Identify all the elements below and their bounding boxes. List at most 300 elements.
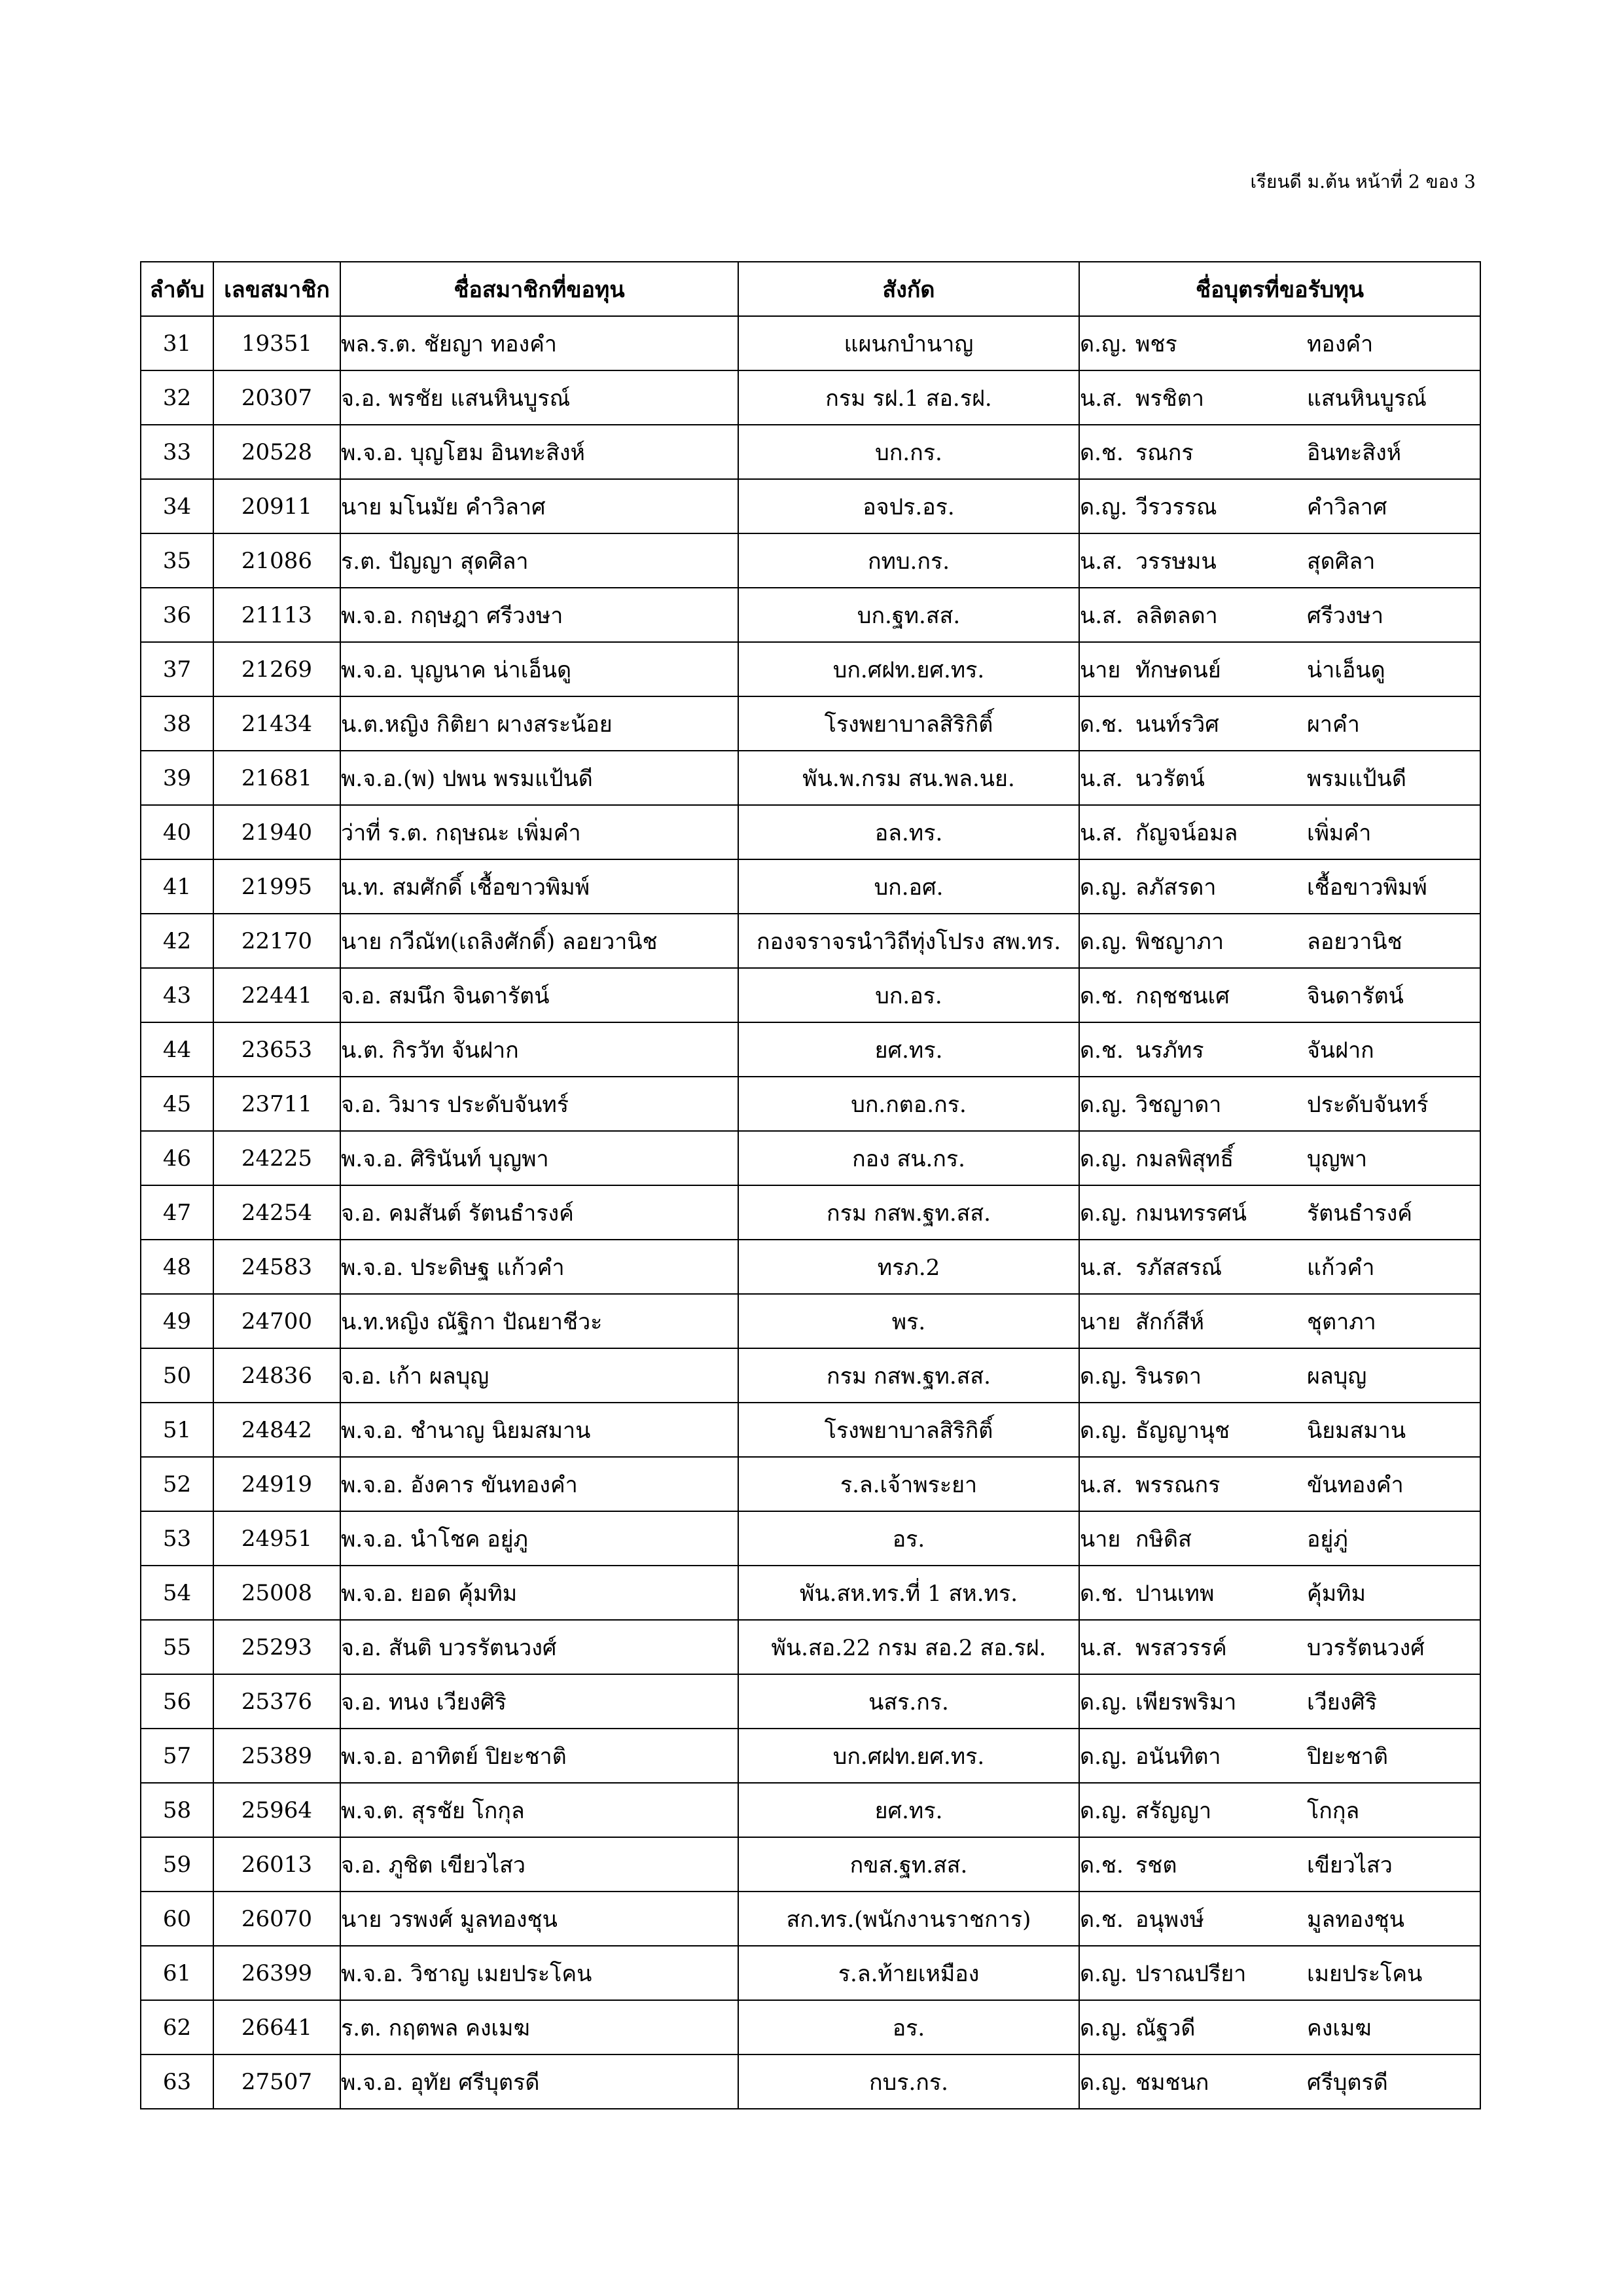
- child-first-name: สรัญญา: [1135, 1797, 1212, 1824]
- child-first-name: วิชญาดา: [1135, 1091, 1222, 1118]
- child-first-name: วีรวรรณ: [1135, 493, 1217, 520]
- child-last-name: แสนหินบูรณ์: [1307, 385, 1427, 412]
- child-title: ด.ช.: [1080, 1037, 1124, 1064]
- table-row: [141, 642, 1480, 696]
- member-name: พ.จ.อ.(พ) ปพน พรมแป้นดี: [340, 751, 738, 805]
- scholarship-table: [140, 261, 1481, 2109]
- member-id: 22170: [213, 914, 340, 968]
- row-number: 56: [141, 1674, 213, 1729]
- child-last-name: เขียวไสว: [1307, 1852, 1393, 1878]
- table-row: [141, 968, 1480, 1022]
- unit: แผนกบำนาญ: [738, 316, 1079, 370]
- child-title: ด.ญ.: [1080, 928, 1128, 955]
- child-first-name: เพียรพริมา: [1135, 1689, 1237, 1715]
- unit: อล.ทร.: [738, 805, 1079, 859]
- child-first-name: รณกร: [1135, 439, 1194, 466]
- member-name: จ.อ. วิมาร ประดับจันทร์: [340, 1077, 738, 1131]
- row-number: 48: [141, 1240, 213, 1294]
- member-name: นาย วรพงศ์ มูลทองชุน: [340, 1892, 738, 1946]
- child-title: ด.ญ.: [1080, 1363, 1128, 1390]
- table-row: [141, 1783, 1480, 1837]
- table-row: [141, 479, 1480, 533]
- child-last-name: ลอยวานิช: [1307, 928, 1402, 955]
- child-title: ด.ช.: [1080, 439, 1124, 466]
- child-last-name: คำวิลาศ: [1307, 493, 1387, 520]
- table-row: [141, 914, 1480, 968]
- row-number: 62: [141, 2000, 213, 2054]
- child-first-name: กฤชชนเศ: [1135, 982, 1230, 1009]
- child-title: ด.ญ.: [1080, 1743, 1128, 1770]
- child-last-name: สุดศิลา: [1307, 548, 1376, 575]
- row-number: 43: [141, 968, 213, 1022]
- row-number: 51: [141, 1403, 213, 1457]
- member-name: พ.จ.อ. ประดิษฐ แก้วคำ: [340, 1240, 738, 1294]
- child-last-name: ประดับจันทร์: [1307, 1091, 1429, 1118]
- member-id: 21113: [213, 588, 340, 642]
- child-first-name: รินรดา: [1135, 1363, 1202, 1390]
- unit: ร.ล.ท้ายเหมือง: [738, 1946, 1079, 2000]
- member-name: น.ต.หญิง กิติยา ผางสระน้อย: [340, 696, 738, 751]
- member-id: 20307: [213, 370, 340, 425]
- child-name: [1079, 1457, 1480, 1511]
- child-last-name: ปิยะชาติ: [1307, 1743, 1389, 1770]
- child-first-name: อนันทิตา: [1135, 1743, 1221, 1770]
- child-title: น.ส.: [1080, 1254, 1123, 1281]
- row-number: 54: [141, 1566, 213, 1620]
- table-row: [141, 588, 1480, 642]
- child-title: ด.ญ.: [1080, 874, 1128, 901]
- table-row: [141, 1566, 1480, 1620]
- child-name: [1079, 696, 1480, 751]
- header-member-id: เลขสมาชิก: [213, 262, 340, 316]
- member-name: จ.อ. ภูชิต เขียวไสว: [340, 1837, 738, 1892]
- table-row: [141, 751, 1480, 805]
- child-first-name: ชมชนก: [1135, 2069, 1209, 2096]
- member-id: 25964: [213, 1783, 340, 1837]
- member-name: นาย มโนมัย คำวิลาศ: [340, 479, 738, 533]
- row-number: 47: [141, 1185, 213, 1240]
- child-title: ด.ญ.: [1080, 1797, 1128, 1824]
- table-row: [141, 425, 1480, 479]
- member-name: พ.จ.อ. วิชาญ เมยประโคน: [340, 1946, 738, 2000]
- child-name: [1079, 1077, 1480, 1131]
- member-id: 19351: [213, 316, 340, 370]
- member-id: 26399: [213, 1946, 340, 2000]
- unit: บก.ฐท.สส.: [738, 588, 1079, 642]
- member-id: 21086: [213, 533, 340, 588]
- table-row: [141, 1240, 1480, 1294]
- member-name: จ.อ. พรชัย แสนหินบูรณ์: [340, 370, 738, 425]
- child-name: [1079, 968, 1480, 1022]
- child-name: [1079, 1946, 1480, 2000]
- child-first-name: ณัฐวดี: [1135, 2015, 1196, 2041]
- member-id: 20911: [213, 479, 340, 533]
- table-row: [141, 2000, 1480, 2054]
- child-name: [1079, 1620, 1480, 1674]
- row-number: 59: [141, 1837, 213, 1892]
- row-number: 61: [141, 1946, 213, 2000]
- table-row: [141, 1294, 1480, 1348]
- row-number: 55: [141, 1620, 213, 1674]
- child-first-name: พรรณกร: [1135, 1471, 1221, 1498]
- member-id: 21940: [213, 805, 340, 859]
- child-last-name: เชื้อขาวพิมพ์: [1307, 874, 1427, 901]
- member-name: ร.ต. กฤตพล คงเมฆ: [340, 2000, 738, 2054]
- child-last-name: นิยมสมาน: [1307, 1417, 1406, 1444]
- child-last-name: เวียงศิริ: [1307, 1689, 1378, 1715]
- header-unit: สังกัด: [738, 262, 1079, 316]
- child-name: [1079, 1511, 1480, 1566]
- child-first-name: ธัญญานุช: [1135, 1417, 1230, 1444]
- child-last-name: เมยประโคน: [1307, 1960, 1423, 1987]
- child-first-name: วรรษมน: [1135, 548, 1217, 575]
- row-number: 42: [141, 914, 213, 968]
- row-number: 53: [141, 1511, 213, 1566]
- child-name: [1079, 1131, 1480, 1185]
- row-number: 52: [141, 1457, 213, 1511]
- child-first-name: ลภัสรดา: [1135, 874, 1217, 901]
- table-body: [141, 316, 1480, 2109]
- member-name: น.ต. กิรวัท จันฝาก: [340, 1022, 738, 1077]
- row-number: 34: [141, 479, 213, 533]
- child-name: [1079, 1566, 1480, 1620]
- member-name: ร.ต. ปัญญา สุดศิลา: [340, 533, 738, 588]
- child-name: [1079, 859, 1480, 914]
- child-last-name: รัตนธำรงค์: [1307, 1200, 1413, 1227]
- child-last-name: โกกุล: [1307, 1797, 1360, 1824]
- row-number: 44: [141, 1022, 213, 1077]
- child-name: [1079, 479, 1480, 533]
- row-number: 33: [141, 425, 213, 479]
- unit: กอง สน.กร.: [738, 1131, 1079, 1185]
- child-name: [1079, 2054, 1480, 2109]
- header-member-name: ชื่อสมาชิกที่ขอทุน: [340, 262, 738, 316]
- member-name: จ.อ. สมนึก จินดารัตน์: [340, 968, 738, 1022]
- table-row: [141, 316, 1480, 370]
- member-id: 21434: [213, 696, 340, 751]
- child-last-name: จันฝาก: [1307, 1037, 1374, 1064]
- child-last-name: คงเมฆ: [1307, 2015, 1372, 2041]
- table-row: [141, 1077, 1480, 1131]
- child-title: ด.ญ.: [1080, 1091, 1128, 1118]
- unit: ทรภ.2: [738, 1240, 1079, 1294]
- child-first-name: อนุพงษ์: [1135, 1906, 1205, 1933]
- child-last-name: แก้วคำ: [1307, 1254, 1375, 1281]
- child-title: ด.ญ.: [1080, 2015, 1128, 2041]
- child-title: ด.ญ.: [1080, 1145, 1128, 1172]
- unit: บก.กตอ.กร.: [738, 1077, 1079, 1131]
- child-title: ด.ช.: [1080, 1906, 1124, 1933]
- child-first-name: ปราณปรียา: [1135, 1960, 1247, 1987]
- member-name: น.ท.หญิง ณัฐิกา ปัณยาชีวะ: [340, 1294, 738, 1348]
- child-name: [1079, 1294, 1480, 1348]
- table-row: [141, 1511, 1480, 1566]
- child-last-name: บุญพา: [1307, 1145, 1368, 1172]
- member-name: จ.อ. เก้า ผลบุญ: [340, 1348, 738, 1403]
- member-id: 21269: [213, 642, 340, 696]
- member-id: 21995: [213, 859, 340, 914]
- child-name: [1079, 1783, 1480, 1837]
- unit: นสร.กร.: [738, 1674, 1079, 1729]
- table-row: [141, 1348, 1480, 1403]
- child-first-name: กษิดิส: [1135, 1526, 1192, 1552]
- child-name: [1079, 642, 1480, 696]
- member-name: จ.อ. ทนง เวียงศิริ: [340, 1674, 738, 1729]
- row-number: 46: [141, 1131, 213, 1185]
- unit: อร.: [738, 1511, 1079, 1566]
- member-id: 25293: [213, 1620, 340, 1674]
- unit: พัน.พ.กรม สน.พล.นย.: [738, 751, 1079, 805]
- child-title: ด.ญ.: [1080, 1960, 1128, 1987]
- table-row: [141, 1022, 1480, 1077]
- member-id: 24225: [213, 1131, 340, 1185]
- member-id: 27507: [213, 2054, 340, 2109]
- child-name: [1079, 1348, 1480, 1403]
- child-title: ด.ช.: [1080, 1852, 1124, 1878]
- unit: กบร.กร.: [738, 2054, 1079, 2109]
- child-first-name: รภัสสรณ์: [1135, 1254, 1222, 1281]
- row-number: 58: [141, 1783, 213, 1837]
- member-id: 26641: [213, 2000, 340, 2054]
- child-title: น.ส.: [1080, 1634, 1123, 1661]
- member-name: พ.จ.อ. ชำนาญ นิยมสมาน: [340, 1403, 738, 1457]
- unit: บก.อร.: [738, 968, 1079, 1022]
- table-row: [141, 1946, 1480, 2000]
- table-row: [141, 1837, 1480, 1892]
- child-last-name: ทองคำ: [1307, 331, 1374, 357]
- table-row: [141, 1131, 1480, 1185]
- row-number: 50: [141, 1348, 213, 1403]
- member-id: 24700: [213, 1294, 340, 1348]
- table-row: [141, 1674, 1480, 1729]
- row-number: 38: [141, 696, 213, 751]
- unit: ยศ.ทร.: [738, 1783, 1079, 1837]
- child-name: [1079, 805, 1480, 859]
- child-title: น.ส.: [1080, 819, 1123, 846]
- table-row: [141, 2054, 1480, 2109]
- child-last-name: เพิ่มคำ: [1307, 819, 1372, 846]
- child-last-name: อินทะสิงห์: [1307, 439, 1402, 466]
- child-last-name: พรมแป้นดี: [1307, 765, 1406, 792]
- member-name: ว่าที่ ร.ต. กฤษณะ เพิ่มคำ: [340, 805, 738, 859]
- child-name: [1079, 588, 1480, 642]
- child-first-name: นวรัตน์: [1135, 765, 1205, 792]
- member-name: พ.จ.อ. กฤษฎา ศรีวงษา: [340, 588, 738, 642]
- unit: พัน.สอ.22 กรม สอ.2 สอ.รฝ.: [738, 1620, 1079, 1674]
- child-last-name: มูลทองชุน: [1307, 1906, 1404, 1933]
- member-id: 23711: [213, 1077, 340, 1131]
- child-name: [1079, 370, 1480, 425]
- member-id: 24842: [213, 1403, 340, 1457]
- child-last-name: ผลบุญ: [1307, 1363, 1367, 1390]
- child-title: ด.ช.: [1080, 1580, 1124, 1607]
- child-last-name: จินดารัตน์: [1307, 982, 1404, 1009]
- header-child-name: ชื่อบุตรที่ขอรับทุน: [1079, 262, 1480, 316]
- member-id: 26013: [213, 1837, 340, 1892]
- child-name: [1079, 1403, 1480, 1457]
- child-title: ด.ช.: [1080, 711, 1124, 738]
- member-id: 20528: [213, 425, 340, 479]
- member-name: จ.อ. คมสันต์ รัตนธำรงค์: [340, 1185, 738, 1240]
- child-name: [1079, 751, 1480, 805]
- unit: กรม กสพ.ฐท.สส.: [738, 1185, 1079, 1240]
- child-last-name: บวรรัตนวงศ์: [1307, 1634, 1425, 1661]
- child-first-name: นนท์รวิศ: [1135, 711, 1219, 738]
- child-title: ด.ญ.: [1080, 2069, 1128, 2096]
- child-first-name: พรสวรรค์: [1135, 1634, 1227, 1661]
- unit: อจปร.อร.: [738, 479, 1079, 533]
- child-first-name: ปานเทพ: [1135, 1580, 1215, 1607]
- row-number: 32: [141, 370, 213, 425]
- child-first-name: พิชญาภา: [1135, 928, 1224, 955]
- table-row: [141, 1457, 1480, 1511]
- member-name: พ.จ.ต. สุรชัย โกกุล: [340, 1783, 738, 1837]
- unit: อร.: [738, 2000, 1079, 2054]
- child-name: [1079, 533, 1480, 588]
- child-title: ด.ญ.: [1080, 1417, 1128, 1444]
- member-name: จ.อ. สันติ บวรรัตนวงศ์: [340, 1620, 738, 1674]
- row-number: 39: [141, 751, 213, 805]
- unit: กทบ.กร.: [738, 533, 1079, 588]
- child-title: น.ส.: [1080, 548, 1123, 575]
- table-row: [141, 1620, 1480, 1674]
- member-id: 25008: [213, 1566, 340, 1620]
- row-number: 40: [141, 805, 213, 859]
- member-name: พ.จ.อ. ยอด คุ้มทิม: [340, 1566, 738, 1620]
- table-row: [141, 533, 1480, 588]
- member-name: พ.จ.อ. นำโชค อยู่ภู: [340, 1511, 738, 1566]
- table-row: [141, 370, 1480, 425]
- unit: ร.ล.เจ้าพระยา: [738, 1457, 1079, 1511]
- table-row: [141, 859, 1480, 914]
- child-title: นาย: [1080, 1308, 1121, 1335]
- child-name: [1079, 1837, 1480, 1892]
- row-number: 45: [141, 1077, 213, 1131]
- member-id: 24919: [213, 1457, 340, 1511]
- unit: พร.: [738, 1294, 1079, 1348]
- child-name: [1079, 316, 1480, 370]
- unit: บก.ศฝท.ยศ.ทร.: [738, 1729, 1079, 1783]
- child-name: [1079, 1185, 1480, 1240]
- member-name: นาย กวีณัท(เถลิงศักดิ์) ลอยวานิช: [340, 914, 738, 968]
- child-first-name: กมลพิสุทธิ์: [1135, 1145, 1234, 1172]
- unit: กรม รฝ.1 สอ.รฝ.: [738, 370, 1079, 425]
- child-title: นาย: [1080, 1526, 1121, 1552]
- member-name: พ.จ.อ. อังคาร ขันทองคำ: [340, 1457, 738, 1511]
- member-name: พ.จ.อ. ศิรินันท์ บุญพา: [340, 1131, 738, 1185]
- member-name: พ.จ.อ. บุญโฮม อินทะสิงห์: [340, 425, 738, 479]
- unit: ยศ.ทร.: [738, 1022, 1079, 1077]
- child-name: [1079, 1240, 1480, 1294]
- child-title: ด.ญ.: [1080, 1200, 1128, 1227]
- child-first-name: กมนทรรศน์: [1135, 1200, 1247, 1227]
- child-name: [1079, 425, 1480, 479]
- child-name: [1079, 1674, 1480, 1729]
- row-number: 49: [141, 1294, 213, 1348]
- child-last-name: ศรีวงษา: [1307, 602, 1384, 629]
- child-last-name: ศรีบุตรดี: [1307, 2069, 1388, 2096]
- table-row: [141, 696, 1480, 751]
- row-number: 37: [141, 642, 213, 696]
- child-last-name: ขันทองคำ: [1307, 1471, 1404, 1498]
- row-number: 57: [141, 1729, 213, 1783]
- unit: บก.กร.: [738, 425, 1079, 479]
- child-last-name: อยู่ภู่: [1307, 1526, 1348, 1552]
- child-title: ด.ญ.: [1080, 493, 1128, 520]
- member-id: 24583: [213, 1240, 340, 1294]
- child-first-name: รชต: [1135, 1852, 1177, 1878]
- page-number-note: เรียนดี ม.ต้น หน้าที่ 2 ของ 3: [1250, 171, 1476, 192]
- child-title: ด.ญ.: [1080, 331, 1128, 357]
- child-first-name: ทักษดนย์: [1135, 656, 1221, 683]
- child-name: [1079, 1892, 1480, 1946]
- unit: โรงพยาบาลสิริกิติ์: [738, 1403, 1079, 1457]
- row-number: 60: [141, 1892, 213, 1946]
- child-title: น.ส.: [1080, 1471, 1123, 1498]
- row-number: 63: [141, 2054, 213, 2109]
- unit: สก.ทร.(พนักงานราชการ): [738, 1892, 1079, 1946]
- member-name: พ.จ.อ. บุญนาค น่าเอ็นดู: [340, 642, 738, 696]
- child-title: น.ส.: [1080, 385, 1123, 412]
- unit: กขส.ฐท.สส.: [738, 1837, 1079, 1892]
- child-name: [1079, 2000, 1480, 2054]
- unit: พัน.สห.ทร.ที่ 1 สห.ทร.: [738, 1566, 1079, 1620]
- table-row: [141, 1729, 1480, 1783]
- child-name: [1079, 1729, 1480, 1783]
- row-number: 41: [141, 859, 213, 914]
- unit: โรงพยาบาลสิริกิติ์: [738, 696, 1079, 751]
- member-id: 23653: [213, 1022, 340, 1077]
- child-title: ด.ช.: [1080, 982, 1124, 1009]
- child-last-name: น่าเอ็นดู: [1307, 656, 1385, 683]
- child-title: นาย: [1080, 656, 1121, 683]
- child-last-name: ผาคำ: [1307, 711, 1360, 738]
- member-id: 25376: [213, 1674, 340, 1729]
- unit: บก.ศฝท.ยศ.ทร.: [738, 642, 1079, 696]
- member-id: 24836: [213, 1348, 340, 1403]
- member-name: พล.ร.ต. ชัยญา ทองคำ: [340, 316, 738, 370]
- member-id: 22441: [213, 968, 340, 1022]
- member-id: 24951: [213, 1511, 340, 1566]
- member-name: พ.จ.อ. อาทิตย์ ปิยะชาติ: [340, 1729, 738, 1783]
- unit: บก.อศ.: [738, 859, 1079, 914]
- child-name: [1079, 914, 1480, 968]
- child-first-name: สักก์สีห์: [1135, 1308, 1205, 1335]
- child-first-name: กัญจน์อมล: [1135, 819, 1238, 846]
- child-first-name: พชร: [1135, 331, 1177, 357]
- table-row: [141, 1892, 1480, 1946]
- member-id: 21681: [213, 751, 340, 805]
- table-row: [141, 1185, 1480, 1240]
- table-row: [141, 805, 1480, 859]
- table-header-row: [141, 262, 1480, 316]
- child-first-name: ลลิตลดา: [1135, 602, 1218, 629]
- member-name: น.ท. สมศักดิ์ เชื้อขาวพิมพ์: [340, 859, 738, 914]
- row-number: 35: [141, 533, 213, 588]
- row-number: 31: [141, 316, 213, 370]
- member-id: 26070: [213, 1892, 340, 1946]
- member-id: 24254: [213, 1185, 340, 1240]
- member-name: พ.จ.อ. อุทัย ศรีบุตรดี: [340, 2054, 738, 2109]
- table-row: [141, 1403, 1480, 1457]
- row-number: 36: [141, 588, 213, 642]
- header-no: ลำดับ: [141, 262, 213, 316]
- child-first-name: พรชิตา: [1135, 385, 1204, 412]
- member-id: 25389: [213, 1729, 340, 1783]
- child-name: [1079, 1022, 1480, 1077]
- child-title: น.ส.: [1080, 765, 1123, 792]
- unit: กองจราจรนำวิถีทุ่งโปรง สพ.ทร.: [738, 914, 1079, 968]
